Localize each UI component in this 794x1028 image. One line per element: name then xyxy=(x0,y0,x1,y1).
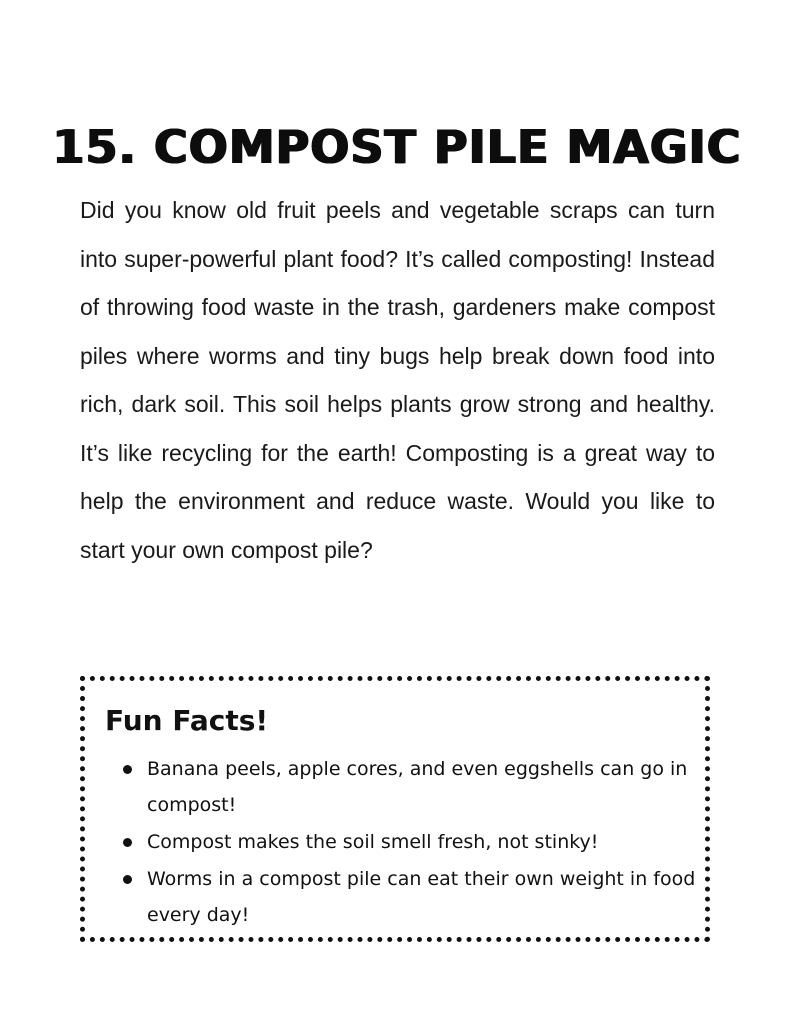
page-title: 15. COMPOST PILE MAGIC xyxy=(52,119,742,174)
fun-facts-box xyxy=(80,676,710,942)
fun-facts-heading: Fun Facts! xyxy=(105,704,269,737)
fun-fact-item xyxy=(105,861,700,933)
fun-fact-item xyxy=(105,751,700,823)
fun-fact-text: Compost makes the soil smell fresh, not stinky! xyxy=(147,831,599,853)
bullet-icon xyxy=(123,765,132,774)
bullet-icon xyxy=(123,838,132,847)
fun-fact-text: Banana peels, apple cores, and even eggshells can go in compost! xyxy=(147,758,688,816)
body-paragraph: Did you know old fruit peels and vegetable scraps can turn into super-powerful plant food? It’s called composting! Instead of throwing food waste in the trash, gardeners make compost piles where worms and tiny bugs help break down food into rich, dark soil. This soil helps plants grow strong and healthy. It’s like recycling for the earth! Composting is a great way to help the environment and reduce waste. Would you like to start your own compost pile? xyxy=(80,197,715,563)
bullet-icon xyxy=(123,875,132,884)
fun-fact-item xyxy=(105,824,700,860)
fun-facts-list xyxy=(105,751,700,934)
fun-fact-text: Worms in a compost pile can eat their own weight in food every day! xyxy=(147,868,696,926)
